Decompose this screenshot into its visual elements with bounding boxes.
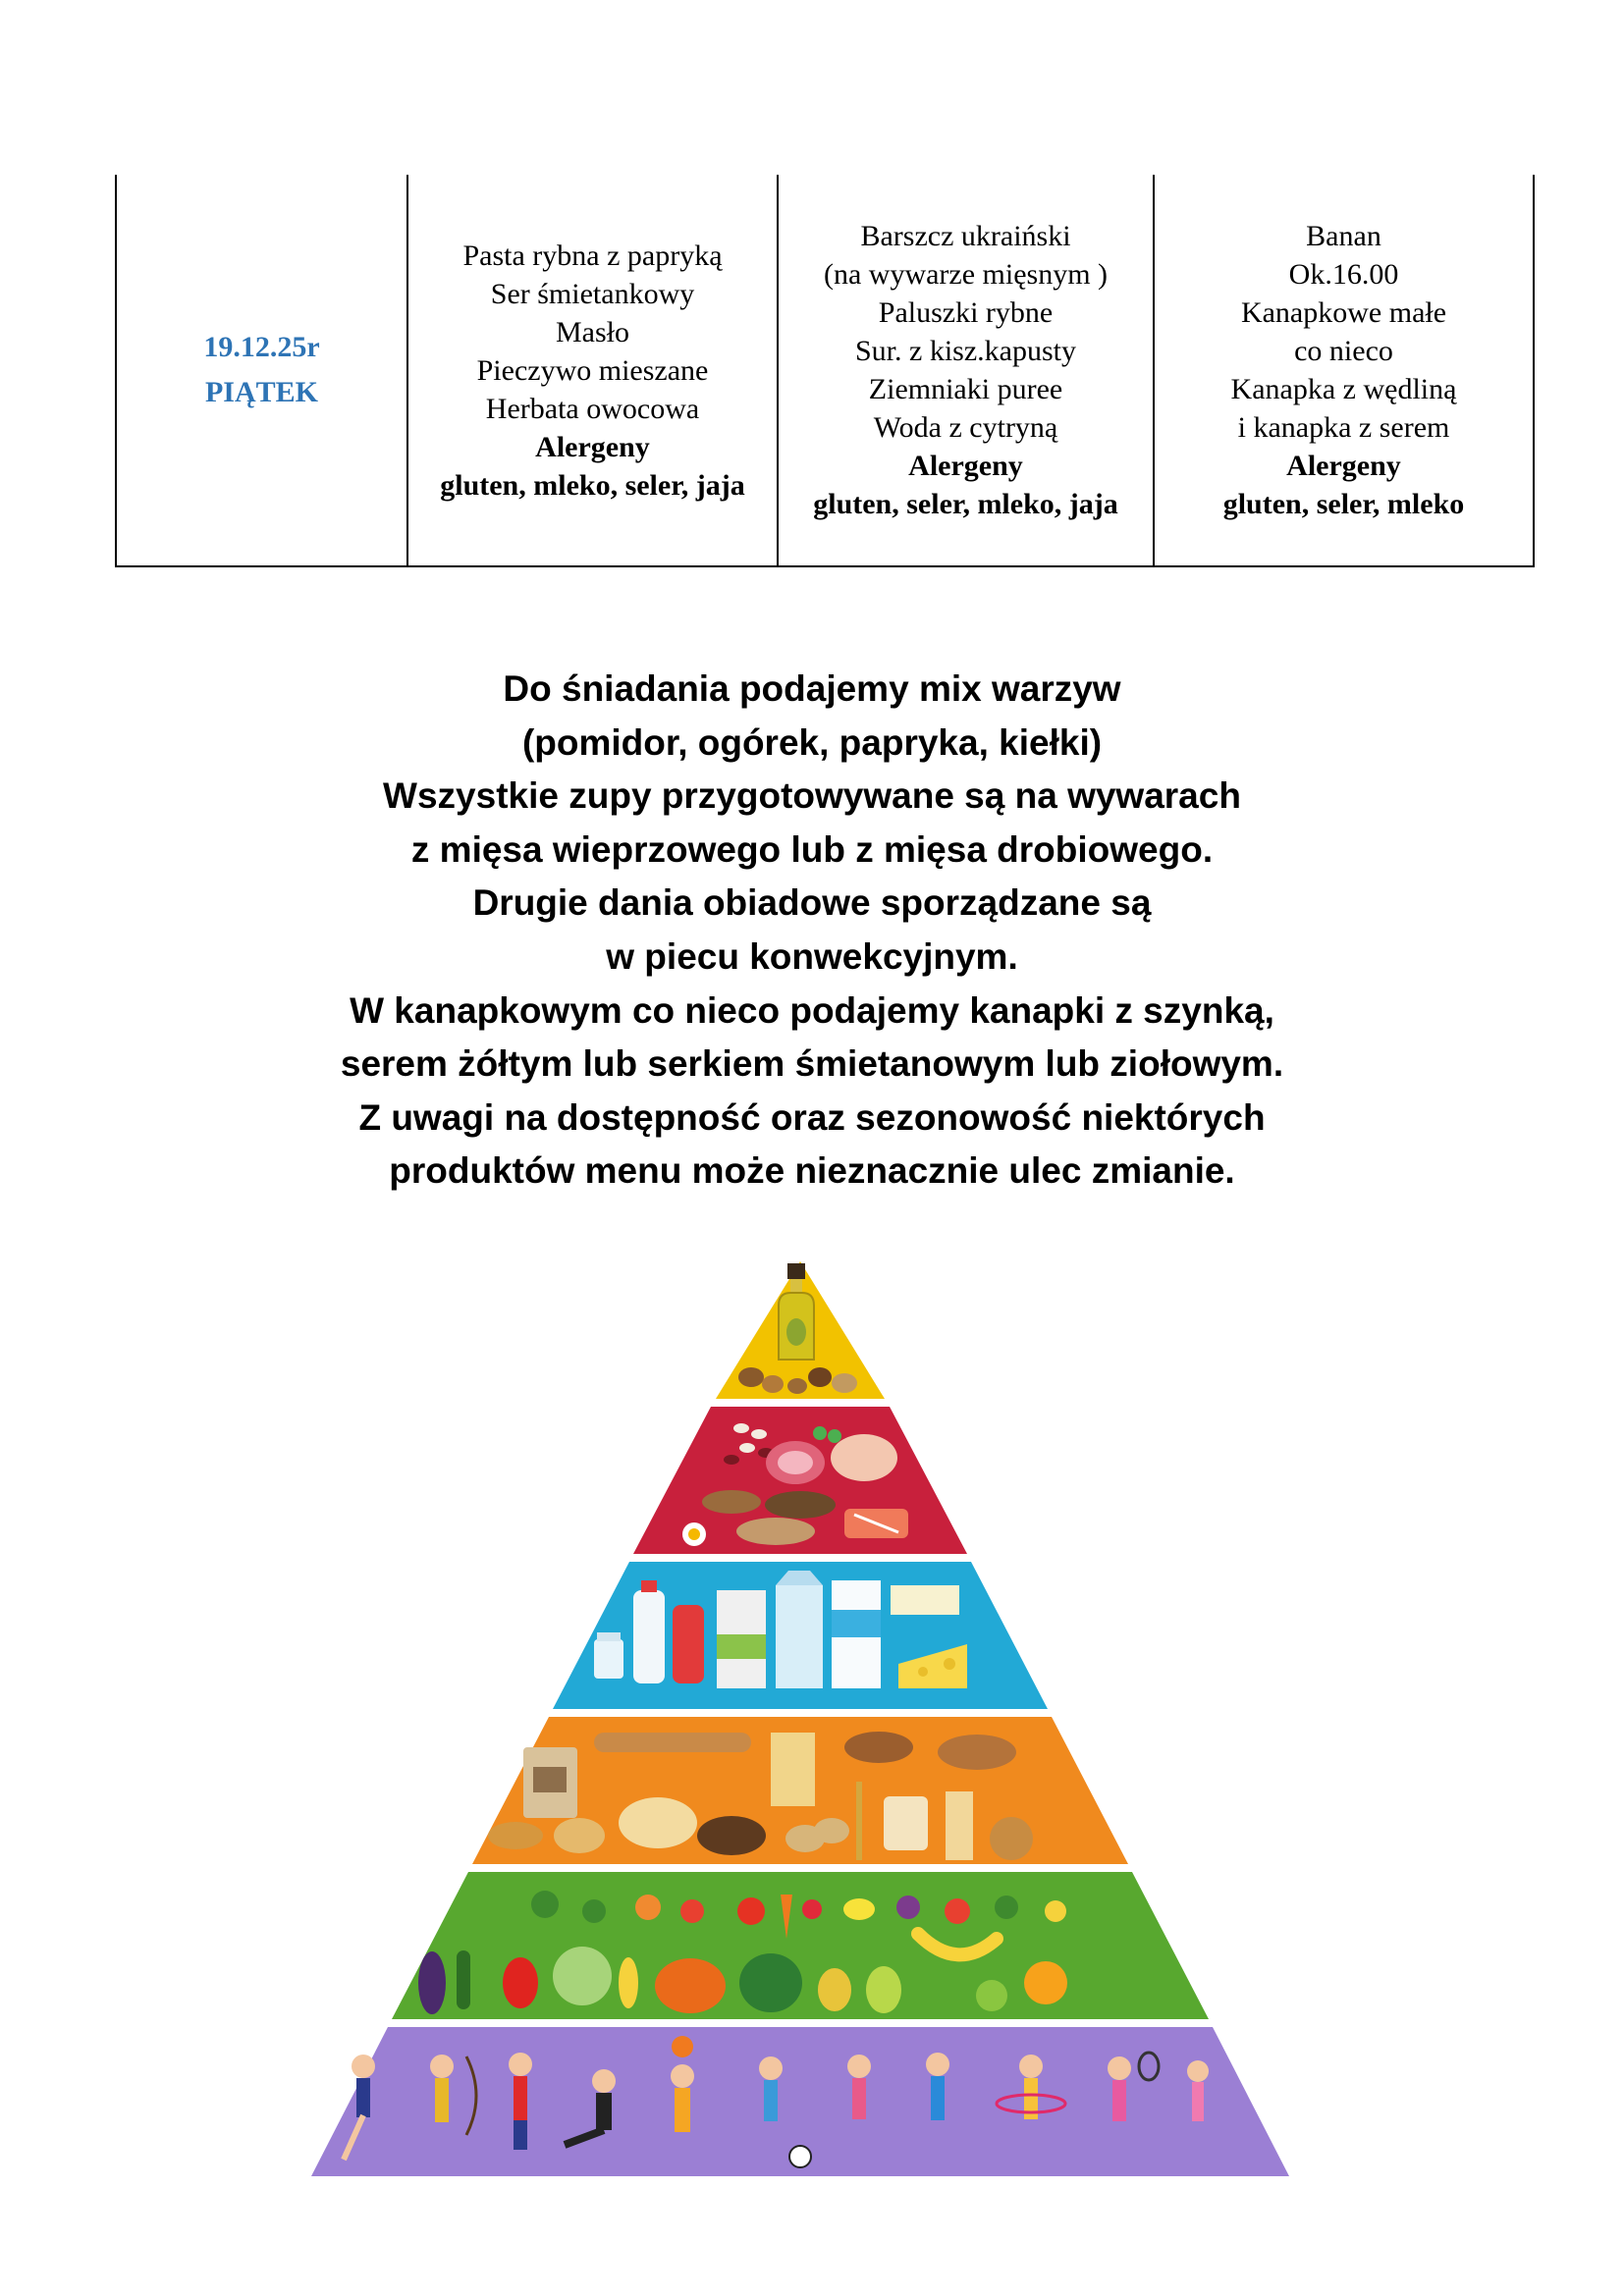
- bread-loaf-icon: [844, 1732, 913, 1763]
- note-line: Do śniadania podajemy mix warzyw: [503, 668, 1121, 709]
- flour-bag-icon: [523, 1747, 577, 1818]
- egg-icon: [682, 1522, 706, 1546]
- orange-icon: [1024, 1961, 1067, 2004]
- pepper-icon: [503, 1957, 538, 2008]
- menu-notes: [0, 663, 1624, 1199]
- strawberry-icon: [802, 1899, 822, 1919]
- snack-item: i kanapka z serem: [1237, 411, 1450, 444]
- note-line: z mięsa wieprzowego lub z mięsa drobiowego.: [410, 828, 1214, 870]
- pyramid-level-vegetables: [392, 1872, 1209, 2019]
- lunch-cell: [778, 175, 1154, 566]
- milk-carton-icon: [832, 1580, 881, 1688]
- watermelon-icon: [739, 1953, 802, 2012]
- breakfast-cell: [407, 175, 778, 566]
- allergens-label: Alergeny: [908, 450, 1023, 482]
- pyramid-level-activity: [311, 2027, 1289, 2176]
- bun-icon: [554, 1818, 605, 1853]
- note-line: Z uwagi na dostępność oraz sezonowość niektórych: [358, 1096, 1266, 1138]
- breakfast-item: Pasta rybna z papryką: [462, 239, 723, 272]
- snack-item: Kanapkowe małe: [1240, 296, 1447, 329]
- pumpkin-icon: [655, 1958, 726, 2013]
- tomato-icon: [737, 1897, 765, 1925]
- pasta-icon: [771, 1733, 815, 1806]
- breakfast-item: Masło: [556, 315, 629, 348]
- allergens-label: Alergeny: [535, 430, 650, 463]
- snack-cell: [1154, 175, 1534, 566]
- bread-roll-icon: [938, 1735, 1016, 1770]
- corn-icon: [619, 1957, 638, 2008]
- rice-bowl-icon: [619, 1797, 697, 1848]
- menu-table: [115, 175, 1535, 567]
- lemon-icon: [843, 1898, 875, 1920]
- note-line: serem żółtym lub serkiem śmietanowym lub ziołowym.: [340, 1043, 1284, 1085]
- snack-item: co nieco: [1294, 335, 1393, 367]
- food-pyramid-illustration: [270, 1252, 1330, 2233]
- lunch-item: Sur. z kisz.kapusty: [855, 335, 1076, 367]
- pyramid-level-protein: [633, 1407, 967, 1554]
- eggplant-icon: [418, 1951, 446, 2014]
- dark-bread-icon: [697, 1816, 766, 1855]
- allergens-list: gluten, mleko, seler, jaja: [440, 468, 745, 502]
- yogurt-icon: [594, 1632, 623, 1679]
- milk-bottle-icon: [633, 1580, 665, 1683]
- pyramid-level-grains: [472, 1717, 1128, 1864]
- butter-icon: [891, 1585, 959, 1615]
- date-cell: [116, 175, 407, 566]
- crackers-icon: [990, 1817, 1033, 1860]
- menu-date: 19.12.25r: [203, 331, 320, 363]
- pyramid-level-fats: [716, 1261, 885, 1399]
- lunch-item: Paluszki rybne: [878, 296, 1054, 329]
- croissant-icon: [488, 1822, 543, 1849]
- lunch-item: Woda z cytryną: [873, 411, 1058, 444]
- chicken-icon: [831, 1434, 897, 1481]
- fish-icon: [736, 1518, 815, 1545]
- note-line: Drugie dania obiadowe sporządzane są: [472, 882, 1152, 924]
- apple-icon: [976, 1980, 1007, 2011]
- breakfast-item: Pieczywo mieszane: [476, 353, 709, 387]
- snack-item: Banan: [1306, 220, 1381, 252]
- pear-icon: [866, 1966, 901, 2013]
- salmon-icon: [844, 1509, 908, 1538]
- pear-icon: [818, 1968, 851, 2011]
- note-line: W kanapkowym co nieco podajemy kanapki z szynką,: [350, 989, 1274, 1031]
- baguette-icon: [594, 1733, 751, 1752]
- allergens-list: gluten, seler, mleko, jaja: [813, 488, 1118, 520]
- spaghetti-icon: [946, 1791, 973, 1860]
- allergens-list: gluten, seler, mleko: [1222, 488, 1465, 520]
- note-line: Wszystkie zupy przygotowywane są na wywarach: [383, 775, 1241, 817]
- kefir-carton-icon: [717, 1590, 766, 1688]
- pyramid-level-dairy: [553, 1562, 1048, 1709]
- allergens-label: Alergeny: [1286, 450, 1401, 482]
- menu-day: PIĄTEK: [204, 376, 319, 408]
- sliced-bread-icon: [884, 1796, 928, 1850]
- menu-row: [116, 175, 1534, 566]
- meat-icon: [766, 1441, 825, 1484]
- milk-carton-icon: [776, 1571, 823, 1688]
- breakfast-item: Herbata owocowa: [485, 392, 700, 425]
- cucumber-icon: [457, 1950, 470, 2009]
- note-line: w piecu konwekcyjnym.: [606, 935, 1018, 977]
- strawberry-yogurt-icon: [673, 1605, 704, 1683]
- cabbage-icon: [553, 1947, 612, 2005]
- lunch-item: (na wywarze mięsnym ): [823, 258, 1109, 291]
- snack-item: Kanapka z wędliną: [1230, 373, 1457, 405]
- lunch-item: Barszcz ukraiński: [860, 220, 1071, 252]
- lunch-item: Ziemniaki puree: [868, 373, 1063, 405]
- breakfast-item: Ser śmietankowy: [490, 277, 695, 310]
- note-line: produktów menu może nieznacznie ulec zmianie.: [389, 1150, 1235, 1192]
- note-line: (pomidor, ogórek, papryka, kiełki): [521, 721, 1103, 763]
- snack-item: Ok.16.00: [1288, 258, 1399, 291]
